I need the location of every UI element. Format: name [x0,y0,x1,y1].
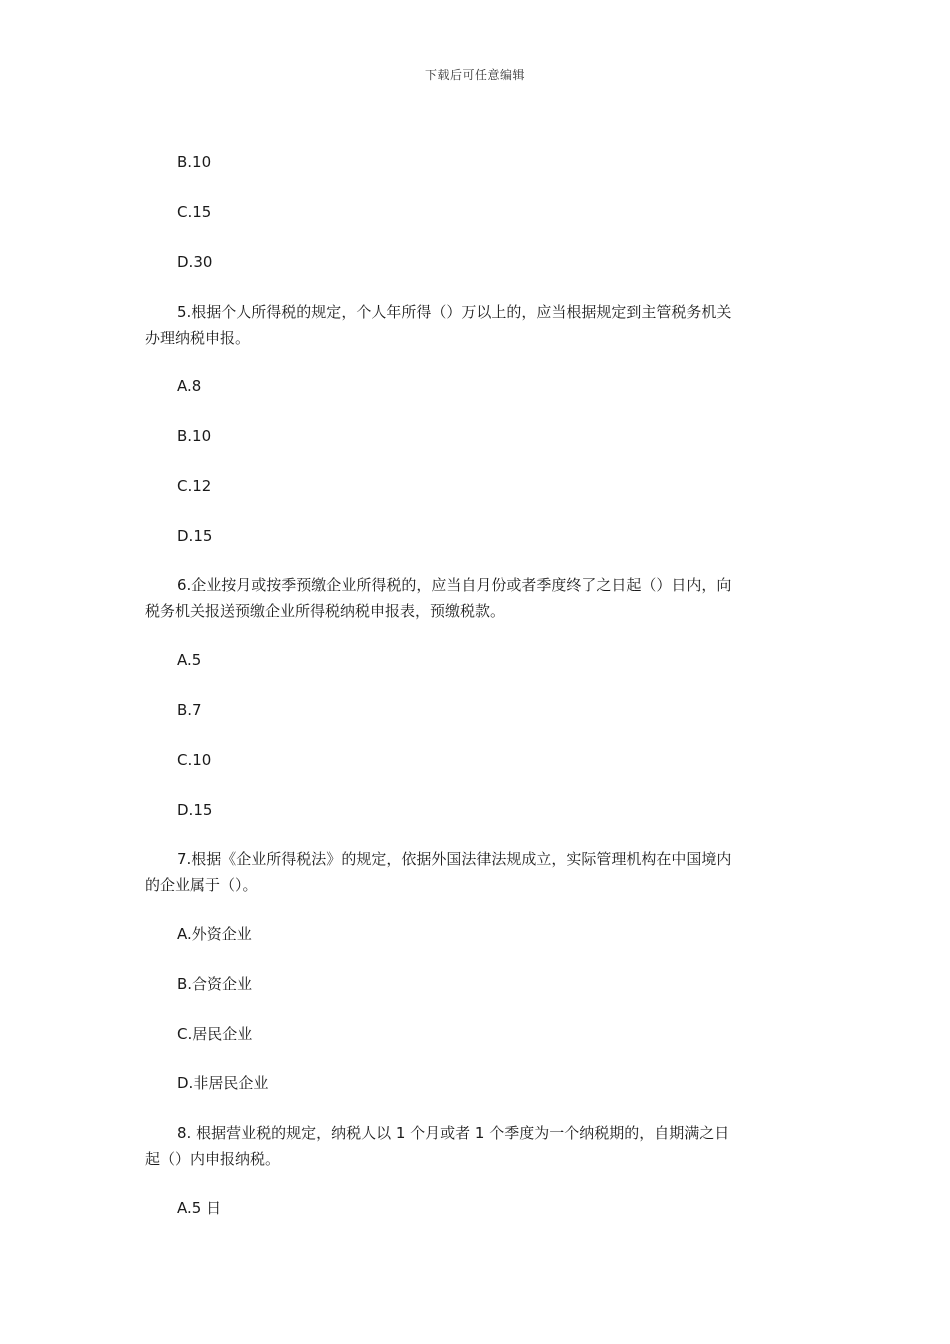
option-4b: B.10 [177,153,212,171]
option-5c: C.12 [177,477,212,495]
option-5b: B.10 [177,427,212,445]
question-8-line-2: 起（）内申报纳税。 [145,1150,281,1168]
option-6b: B.7 [177,701,202,719]
option-8a: A.5 日 [177,1199,222,1217]
option-6c: C.10 [177,751,212,769]
option-6d: D.15 [177,801,213,819]
question-7-line-2: 的企业属于（）。 [145,876,258,894]
option-5a: A.8 [177,377,202,395]
question-6-line-1: 6.企业按月或按季预缴企业所得税的，应当自月份或者季度终了之日起（）日内，向 [177,576,732,594]
option-7d: D.非居民企业 [177,1074,269,1092]
option-6a: A.5 [177,651,202,669]
question-8-line-1: 8. 根据营业税的规定，纳税人以 1 个月或者 1 个季度为一个纳税期的，自期满之日 [177,1124,730,1142]
option-4d: D.30 [177,253,213,271]
question-5-line-2: 办理纳税申报。 [145,329,251,347]
option-7a: A.外资企业 [177,925,252,943]
option-5d: D.15 [177,527,213,545]
option-4c: C.15 [177,203,212,221]
option-7c: C.居民企业 [177,1025,253,1043]
question-7-line-1: 7.根据《企业所得税法》的规定，依据外国法律法规成立，实际管理机构在中国境内 [177,850,732,868]
question-6-line-2: 税务机关报送预缴企业所得税纳税申报表，预缴税款。 [145,602,506,620]
page-header: 下载后可任意编辑 [424,68,525,82]
option-7b: B.合资企业 [177,975,253,993]
question-5-line-1: 5.根据个人所得税的规定，个人年所得（）万以上的，应当根据规定到主管税务机关 [177,303,732,321]
